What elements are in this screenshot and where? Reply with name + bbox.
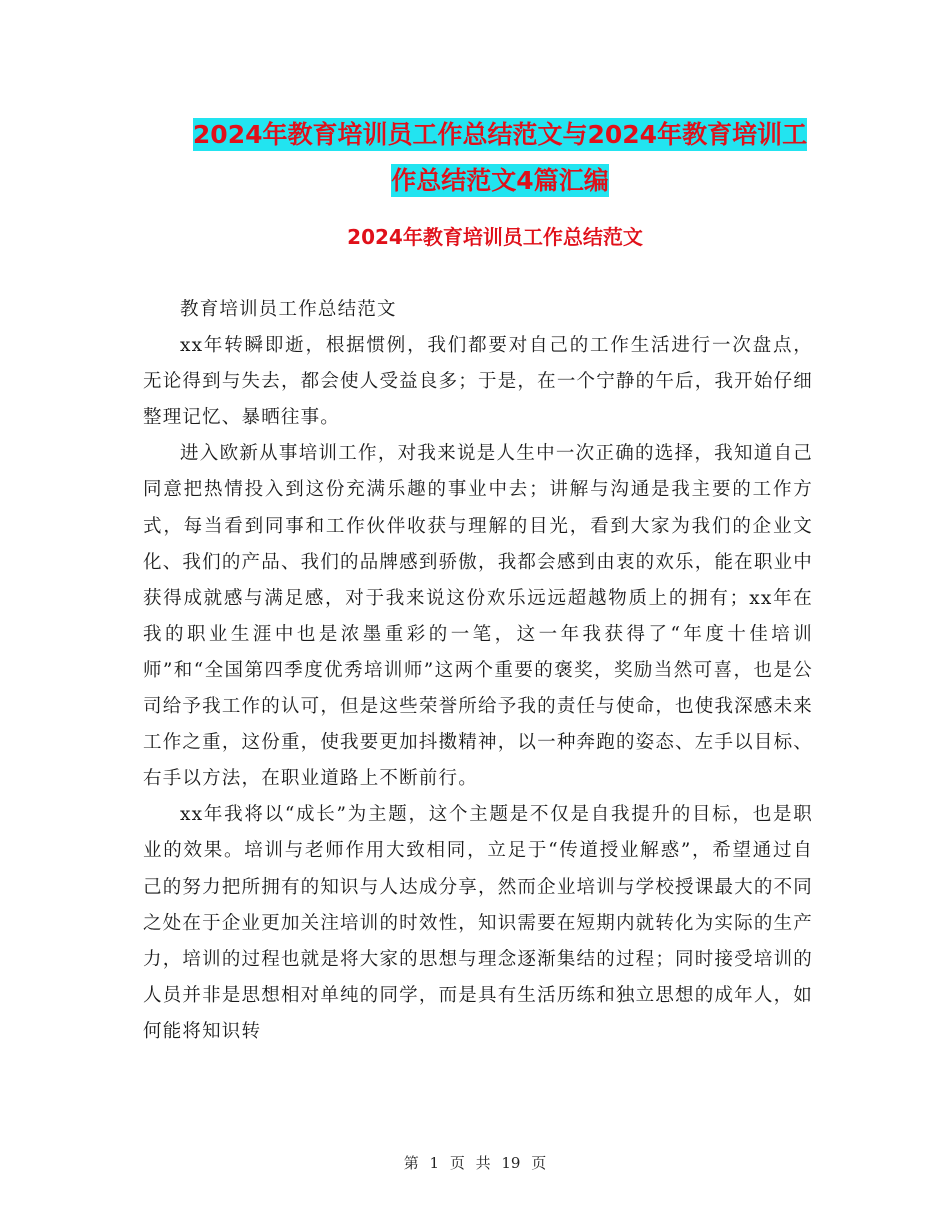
title-line-1: 2024年教育培训员工作总结范文与2024年教育培训工 [192,120,808,149]
page-number-footer: 第 1 页 共 19 页 [403,1154,547,1172]
document-body [143,292,813,1050]
section-heading: 2024年教育培训员工作总结范文 [347,225,643,249]
document-title [140,112,860,204]
paragraph: xx年转瞬即逝，根据惯例，我们都要对自己的工作生活进行一次盘点，无论得到与失去，都会使人受益良多；于是，在一个宁静的午后，我开始仔细整理记忆、暴晒往事。 [143,335,813,429]
paragraph: 进入欧新从事培训工作，对我来说是人生中一次正确的选择，我知道自己同意把热情投入到这份充满乐趣的事业中去；讲解与沟通是我主要的工作方式，每当看到同事和工作伙伴收获与理解的目光，看到大家为我们的企业文化、我们的产品、我们的品牌感到骄傲，我都会感到由衷的欢乐，能在职业中获得成就感与满足感，对于我来说这份欢乐远远超越物质上的拥有；xx年在我的职业生涯中也是浓墨重彩的一笔，这一年我获得了“年度十佳培训师”和“全国第四季度优秀培训师”这两个重要的褒奖，奖励当然可喜，也是公司给予我工作的认可，但是这些荣誉所给予我的责任与使命，也使我深感未来工作之重，这份重，使我要更加抖擞精神，以一种奔跑的姿态、左手以目标、右手以方法，在职业道路上不断前行。 [143,443,813,790]
paragraph: xx年我将以“成长”为主题，这个主题是不仅是自我提升的目标，也是职业的效果。培训与老师作用大致相同，立足于“传道授业解惑”，希望通过自己的努力把所拥有的知识与人达成分享，然而企业培训与学校授课最大的不同之处在于企业更加关注培训的时效性，知识需要在短期内就转化为实际的生产力，培训的过程也就是将大家的思想与理念逐渐集结的过程；同时接受培训的人员并非是思想相对单纯的同学，而是具有生活历练和独立思想的成年人，如何能将知识转 [143,804,813,1042]
paragraph: 教育培训员工作总结范文 [180,299,397,320]
title-line-2: 作总结范文4篇汇编 [391,166,609,195]
